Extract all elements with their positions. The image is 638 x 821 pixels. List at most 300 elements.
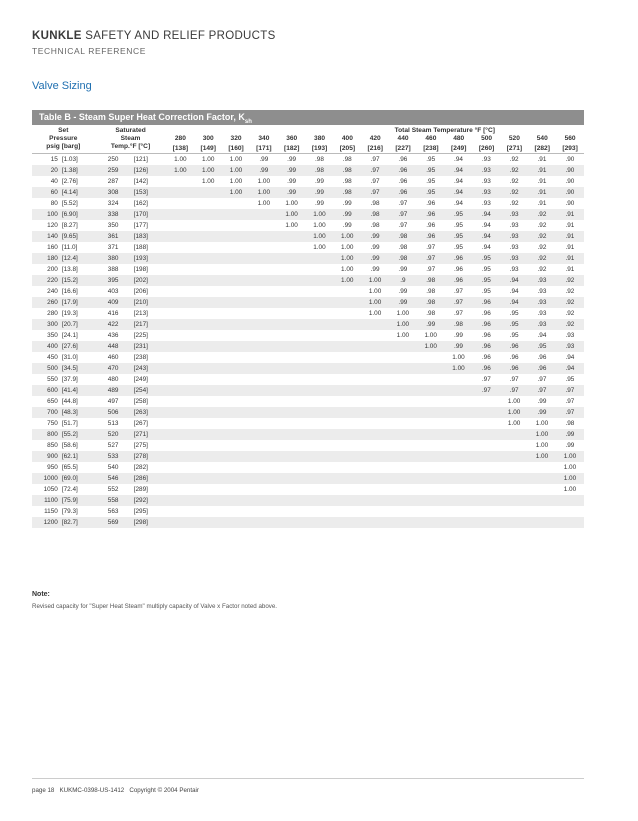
psig-cell: 550: [47, 376, 58, 383]
sat-f-cell: 533: [95, 451, 132, 462]
table-row: [32, 319, 584, 330]
factor-cell: 1.00: [333, 253, 361, 264]
factor-cell: [194, 407, 222, 418]
factor-cell: [250, 231, 278, 242]
factor-cell: [250, 330, 278, 341]
factor-cell: .96: [509, 354, 519, 361]
factor-cell: .95: [509, 310, 519, 317]
sat-c-cell: [121]: [133, 156, 148, 163]
factor-cell: .93: [509, 244, 519, 251]
sat-f-cell: 395: [95, 275, 132, 286]
factor-cell: [250, 297, 278, 308]
factor-cell: [250, 429, 278, 440]
factor-cell: .93: [565, 332, 575, 339]
factor-cell: .90: [565, 200, 575, 207]
sat-f-cell: 403: [107, 288, 119, 295]
factor-cell: [166, 275, 194, 286]
barg-cell: [27.6]: [60, 341, 95, 352]
factor-cell: [194, 209, 222, 220]
factor-cell: 1.00: [507, 398, 521, 405]
temp-c-header-4: [182]: [284, 145, 300, 152]
barg-cell: [24.1]: [61, 332, 78, 339]
factor-cell: 1.00: [368, 310, 382, 317]
factor-cell: [528, 473, 556, 484]
table-row: [32, 462, 584, 473]
factor-cell: 1.00: [368, 288, 382, 295]
factor-cell: .99: [370, 266, 380, 273]
factor-cell: [222, 396, 250, 407]
factor-cell: [472, 429, 500, 440]
factor-cell: [445, 506, 473, 517]
psig-cell: 280: [47, 310, 58, 317]
sat-c-cell: [258]: [133, 398, 148, 405]
temp-c-header-5: [193]: [311, 145, 328, 152]
factor-cell: 1.00: [528, 429, 556, 440]
factor-cell: .97: [481, 376, 491, 383]
factor-cell: [528, 517, 556, 528]
sat-f-cell: 497: [107, 398, 119, 405]
factor-cell: [194, 220, 222, 231]
temp-c-header-11: [260]: [478, 145, 495, 152]
barg-cell: [82.7]: [60, 517, 95, 528]
factor-cell: [194, 231, 222, 242]
sat-f-cell: 506: [95, 407, 132, 418]
set-pressure-units: psig [barg]: [32, 143, 95, 154]
factor-cell: .97: [361, 187, 389, 198]
factor-cell: [417, 451, 445, 462]
factor-cell: .93: [528, 275, 556, 286]
factor-cell: [250, 220, 278, 231]
table-row: [32, 374, 584, 385]
factor-cell: .93: [556, 341, 584, 352]
factor-cell: [194, 264, 222, 275]
factor-cell: 1.00: [174, 156, 187, 163]
factor-cell: [250, 253, 278, 264]
table-row: [32, 220, 584, 231]
factor-cell: [278, 352, 306, 363]
sat-f-cell: 489: [95, 385, 132, 396]
factor-cell: [389, 451, 417, 462]
copyright: Copyright © 2004 Pentair: [129, 787, 199, 794]
saturated-steam-units: Temp.°F [°C]: [95, 143, 167, 154]
psig-cell: 300: [32, 319, 60, 330]
sat-c-cell: [282]: [133, 464, 148, 471]
sat-f-cell: 324: [107, 200, 119, 207]
factor-cell: [194, 253, 222, 264]
factor-cell: .98: [361, 209, 389, 220]
factor-cell: [389, 440, 417, 451]
factor-cell: .98: [445, 319, 473, 330]
temp-c-header-10: [249]: [451, 145, 467, 152]
psig-cell: 800: [32, 429, 60, 440]
sat-f-cell: 422: [95, 319, 132, 330]
factor-cell: [278, 231, 306, 242]
factor-cell: .98: [417, 297, 445, 308]
sat-c-cell: [225]: [133, 332, 148, 339]
factor-cell: .92: [565, 310, 575, 317]
temp-c-header-6: [205]: [339, 145, 356, 152]
factor-cell: .93: [481, 178, 491, 185]
psig-cell: 1100: [32, 495, 60, 506]
factor-cell: .96: [398, 178, 408, 185]
factor-cell: [417, 363, 445, 374]
factor-cell: .99: [314, 178, 324, 185]
table-row: [32, 396, 584, 407]
factor-cell: [166, 242, 194, 253]
factor-cell: .97: [445, 297, 473, 308]
table-row: [32, 495, 584, 506]
factor-cell: 1.00: [341, 266, 354, 273]
factor-cell: [166, 253, 194, 264]
table-row: [32, 517, 584, 528]
factor-cell: .95: [528, 341, 556, 352]
temp-c-header-3: [171]: [256, 145, 272, 152]
sat-f-cell: 470: [95, 363, 132, 374]
factor-cell: [306, 506, 334, 517]
sat-c-cell: [278]: [132, 451, 167, 462]
table-row: [32, 198, 584, 209]
factor-cell: [472, 418, 500, 429]
sat-f-cell: 520: [95, 429, 132, 440]
factor-cell: [417, 407, 445, 418]
factor-cell: .96: [481, 354, 491, 361]
factor-cell: .99: [314, 200, 324, 207]
factor-cell: [306, 297, 334, 308]
psig-cell: 20: [32, 165, 60, 176]
psig-cell: 500: [32, 363, 60, 374]
sat-c-cell: [292]: [132, 495, 167, 506]
factor-cell: [361, 429, 389, 440]
barg-cell: [19.3]: [61, 310, 78, 317]
factor-cell: [222, 374, 250, 385]
factor-cell: 1.00: [250, 187, 278, 198]
factor-cell: [222, 209, 250, 220]
barg-cell: [8.27]: [61, 222, 78, 229]
factor-cell: [445, 440, 473, 451]
document-code: KUKMC-0398-US-1412: [59, 787, 125, 794]
temp-f-header-1: 300: [202, 135, 214, 142]
barg-cell: [75.9]: [60, 495, 95, 506]
factor-cell: [166, 440, 194, 451]
barg-cell: [37.9]: [61, 376, 78, 383]
factor-cell: [222, 473, 250, 484]
factor-cell: [389, 517, 417, 528]
factor-cell: .95: [454, 244, 463, 251]
factor-cell: [361, 495, 389, 506]
factor-cell: [417, 484, 445, 495]
sat-f-cell: 287: [107, 178, 119, 185]
factor-cell: [500, 517, 528, 528]
factor-cell: [194, 341, 222, 352]
factor-cell: .97: [389, 209, 417, 220]
temp-f-header-11: 500: [481, 135, 493, 142]
factor-cell: [361, 418, 389, 429]
factor-cell: .94: [454, 156, 463, 163]
factor-cell: 1.00: [396, 332, 410, 339]
factor-cell: [306, 341, 334, 352]
factor-cell: .95: [454, 222, 463, 229]
barg-cell: [4.14]: [60, 187, 95, 198]
barg-cell: [1.03]: [61, 156, 78, 163]
factor-cell: [278, 473, 306, 484]
factor-cell: [166, 352, 194, 363]
factor-cell: [222, 462, 250, 473]
set-pressure-header-line2: Pressure: [49, 135, 78, 142]
factor-cell: 1.00: [361, 275, 389, 286]
factor-cell: [222, 198, 250, 209]
psig-cell: 900: [32, 451, 60, 462]
factor-cell: .93: [472, 165, 500, 176]
barg-cell: [11.0]: [61, 244, 78, 251]
temp-f-header-7: 420: [369, 135, 381, 142]
barg-cell: [34.5]: [60, 363, 95, 374]
factor-cell: [278, 429, 306, 440]
factor-cell: .95: [472, 275, 500, 286]
factor-cell: .95: [481, 288, 491, 295]
table-row: [32, 297, 584, 308]
factor-cell: [445, 473, 473, 484]
temp-f-header-6: 400: [341, 135, 353, 142]
factor-cell: [445, 517, 473, 528]
factor-cell: [472, 517, 500, 528]
factor-cell: 1.00: [563, 464, 577, 471]
factor-cell: .95: [509, 332, 519, 339]
psig-cell: 350: [47, 332, 58, 339]
sat-f-cell: 546: [95, 473, 132, 484]
factor-cell: [417, 418, 445, 429]
factor-cell: [389, 407, 417, 418]
factor-cell: .94: [500, 275, 528, 286]
factor-cell: .93: [481, 156, 491, 163]
factor-cell: .99: [398, 288, 408, 295]
factor-cell: [417, 396, 445, 407]
factor-cell: [333, 341, 361, 352]
sat-f-cell: 308: [95, 187, 132, 198]
factor-cell: .93: [481, 200, 491, 207]
barg-cell: [17.9]: [60, 297, 95, 308]
factor-cell: .99: [537, 398, 547, 405]
table-row: [32, 165, 584, 176]
temp-f-header-2: 320: [230, 135, 242, 142]
factor-cell: 1.00: [306, 209, 334, 220]
factor-cell: [333, 495, 361, 506]
factor-cell: [250, 374, 278, 385]
factor-cell: [250, 495, 278, 506]
factor-cell: [333, 517, 361, 528]
factor-cell: .97: [528, 385, 556, 396]
factor-cell: [250, 396, 278, 407]
barg-cell: [69.0]: [60, 473, 95, 484]
header-title: SAFETY AND RELIEF PRODUCTS: [85, 30, 276, 42]
factor-cell: [306, 385, 334, 396]
factor-cell: [445, 429, 473, 440]
sat-c-cell: [271]: [132, 429, 167, 440]
factor-cell: .91: [537, 178, 547, 185]
factor-cell: [166, 363, 194, 374]
factor-cell: .95: [500, 319, 528, 330]
factor-cell: [194, 495, 222, 506]
document-header: [32, 30, 276, 42]
factor-cell: 1.00: [417, 341, 445, 352]
sat-f-cell: 563: [107, 508, 119, 515]
factor-cell: .9: [389, 275, 417, 286]
saturated-steam-header-line2: Steam: [120, 135, 141, 142]
sat-f-cell: 558: [95, 495, 132, 506]
factor-cell: .99: [417, 319, 445, 330]
factor-cell: [278, 517, 306, 528]
factor-cell: .91: [556, 253, 584, 264]
factor-cell: [166, 297, 194, 308]
factor-cell: .99: [342, 200, 352, 207]
factor-cell: [445, 495, 473, 506]
psig-cell: 220: [32, 275, 60, 286]
factor-cell: [472, 407, 500, 418]
temp-f-header-9: 460: [425, 135, 437, 142]
factor-cell: .93: [537, 288, 547, 295]
factor-cell: .90: [565, 156, 575, 163]
factor-cell: .96: [454, 266, 463, 273]
factor-cell: .91: [528, 165, 556, 176]
factor-cell: [222, 308, 250, 319]
factor-cell: [361, 462, 389, 473]
factor-cell: [166, 451, 194, 462]
table-title: [32, 110, 584, 125]
factor-cell: [250, 264, 278, 275]
factor-cell: .90: [565, 178, 575, 185]
factor-cell: [417, 440, 445, 451]
factor-cell: [222, 451, 250, 462]
factor-cell: .99: [556, 429, 584, 440]
factor-cell: [472, 462, 500, 473]
factor-cell: [250, 275, 278, 286]
factor-cell: .95: [445, 231, 473, 242]
barg-cell: [1.38]: [60, 165, 95, 176]
sat-c-cell: [162]: [133, 200, 148, 207]
factor-cell: [250, 462, 278, 473]
psig-cell: 80: [50, 200, 58, 207]
factor-cell: [417, 374, 445, 385]
factor-cell: [222, 220, 250, 231]
factor-cell: [445, 396, 473, 407]
factor-cell: .94: [556, 363, 584, 374]
factor-cell: [166, 517, 194, 528]
factor-cell: [389, 396, 417, 407]
sat-c-cell: [267]: [133, 420, 148, 427]
temp-f-header-5: 380: [314, 135, 326, 142]
psig-cell: 180: [32, 253, 60, 264]
factor-cell: 1.00: [500, 407, 528, 418]
factor-cell: [389, 484, 417, 495]
factor-cell: [333, 396, 361, 407]
table-row: [32, 341, 584, 352]
factor-cell: [445, 462, 473, 473]
sat-c-cell: [202]: [132, 275, 167, 286]
factor-cell: .97: [537, 376, 547, 383]
factor-cell: [278, 275, 306, 286]
factor-cell: [528, 484, 556, 495]
factor-cell: [250, 319, 278, 330]
factor-cell: [333, 418, 361, 429]
table-row: [32, 363, 584, 374]
factor-cell: [222, 484, 250, 495]
factor-cell: [250, 473, 278, 484]
factor-cell: .93: [509, 266, 519, 273]
factor-cell: [306, 418, 334, 429]
factor-cell: [333, 462, 361, 473]
factor-cell: [278, 253, 306, 264]
factor-cell: [250, 209, 278, 220]
temp-f-header-10: 480: [453, 135, 465, 142]
factor-cell: [528, 495, 556, 506]
factor-cell: .92: [556, 319, 584, 330]
factor-cell: [500, 451, 528, 462]
factor-cell: .95: [426, 156, 436, 163]
factor-cell: [166, 319, 194, 330]
factor-cell: .99: [361, 231, 389, 242]
factor-cell: [333, 506, 361, 517]
factor-cell: .96: [426, 222, 436, 229]
sat-c-cell: [126]: [132, 165, 167, 176]
factor-cell: [166, 473, 194, 484]
factor-cell: [333, 319, 361, 330]
factor-cell: [333, 429, 361, 440]
factor-cell: [417, 495, 445, 506]
factor-cell: .92: [565, 288, 575, 295]
factor-cell: [278, 297, 306, 308]
factor-cell: [194, 374, 222, 385]
barg-cell: [44.8]: [61, 398, 78, 405]
factor-cell: [306, 275, 334, 286]
barg-cell: [6.90]: [60, 209, 95, 220]
factor-cell: [222, 517, 250, 528]
factor-cell: [278, 286, 306, 297]
factor-cell: [389, 363, 417, 374]
factor-cell: [500, 506, 528, 517]
factor-cell: [194, 308, 222, 319]
factor-cell: [194, 385, 222, 396]
factor-cell: [222, 385, 250, 396]
psig-cell: 1200: [32, 517, 60, 528]
psig-cell: 600: [32, 385, 60, 396]
factor-cell: [472, 495, 500, 506]
table-row: [32, 429, 584, 440]
factor-cell: .99: [454, 332, 463, 339]
factor-cell: .97: [398, 200, 408, 207]
barg-cell: [12.4]: [60, 253, 95, 264]
sat-f-cell: 480: [107, 376, 119, 383]
psig-cell: 1050: [43, 486, 58, 493]
factor-cell: .93: [537, 310, 547, 317]
factor-cell: .97: [509, 376, 519, 383]
psig-cell: 240: [47, 288, 58, 295]
factor-cell: .97: [454, 310, 463, 317]
factor-cell: .96: [481, 332, 491, 339]
factor-cell: .94: [481, 244, 491, 251]
temp-f-header-12: 520: [508, 135, 520, 142]
factor-cell: [417, 517, 445, 528]
factor-cell: [166, 506, 194, 517]
factor-cell: [306, 253, 334, 264]
factor-cell: [333, 484, 361, 495]
factor-cell: [556, 506, 584, 517]
factor-cell: [222, 506, 250, 517]
factor-cell: .95: [565, 376, 575, 383]
factor-cell: [250, 506, 278, 517]
table-row: [32, 242, 584, 253]
factor-cell: 1.00: [445, 363, 473, 374]
factor-cell: [306, 462, 334, 473]
factor-cell: .97: [361, 165, 389, 176]
